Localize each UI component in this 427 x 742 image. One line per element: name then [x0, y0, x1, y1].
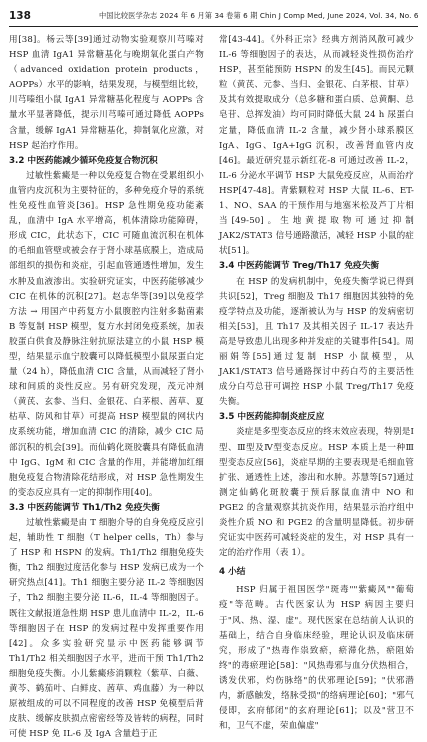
paragraph-th1-th2: 过敏性紫癜是由 T 细胞介导的自身免疫反应引起，辅助性 T 细胞（T helper cells，Th）参与了 HSP 和 HSPN 的发病。Th1/Th2 细胞免疫失衡，Th2 细胞过度活化参与 HSP 发病已成为一个研究热点[41]。Th1 细胞主要分泌 IL-2 等细胞因子，Th2 细胞主要分泌 IL-6，IL-4 等细胞因子。既往文献报道急性期 HSP 患儿血清中 IL-2，IL-6 等细胞因子在 HSP 的发病过程中发挥重要作用[42]。众多实验研究显示中医药能够调节 Th1/Th2 相关细胞因子水平，进而干预 Th1/Th2 细胞免疫失衡。小儿紫癜疹消颗粒（紫草、白薇、黄芩、鹤茄叶、白鲜皮、茜草、鸡血藤）为一种以原被组成的可以不同程度的改善 HSP 免模型后背皮肤、缓解皮肤损点密密经等及皆转的病程，同时可使 HSP 免 IL-6 及 IgA 含量趋于正: [9, 518, 204, 740]
right-column: [219, 33, 414, 732]
heading-3-3-th1-th2: 3.3 中医药能调节 Th1/Th2 免疫失衡: [9, 502, 160, 513]
heading-4-summary: 4 小结: [219, 567, 246, 578]
paragraph-immune-complex: 过敏性紫癜是一种以免疫复合物在受累组织小血管内皮沉积为主要特征的，多种免疫介导的系统性免疫性血管炎[36]。HSP 急性期免疫功能紊乱，血清中 IgA 水平增高，机体清除功能障碍，形成 CIC，此状态下，CIC 可随血流沉积在机体的毛细血管壁或被会存于肾小球基底膜上，造成局部组织的损伤和炎症，引起血管通透性增加，发生水肿及血液渗出。实验研究证实，中医药能够减少 CIC 在机体的沉积[27]。赵志华等[39]以免疫学方法 → 用国产中药复方小鼠腹腔内注射多黏菌素 B 等复制 HSP 模型，复方水封闭免疫系统，加表胶蛋白供食及静脉注射抗原法建立的小鼠 HSP 模型，结果显示血宁胶囊可以降低模型小鼠尿蛋白定量（24 h），降低血清 CIC 含量，从而减轻了肾小球和间质的炎性反应。另有研究发现，茂元冲剂（黄芪、玄参、当归、金银花、白茅根、茜草、夏枯草、防风和甘草）可提高 HSP 模型鼠的网状内皮系统功能，增加血清 CIC 的清除，减少 CIC 局部沉积的机会[39]。而仙鹤化斑胶囊具有降低血清中 IgG、IgM 和 CIC 含量的作用，并能增加红细胞免疫复合物清除花结形成，对 HSP 急性期发生的变态反应具有一定的抑制作用[40]。: [9, 170, 204, 498]
page-number: 138: [9, 10, 31, 22]
heading-3-5-inflammation: 3.5 中医药能抑制炎症反应: [219, 412, 325, 423]
paragraph-hspn-chuanxiong: 用[38]。杨云等[39]通过动物实验观察川芎嗪对 HSP 血清 IgA1 异常糖基化与晚期氧化蛋白产物（advanced oxidation protein products，AOPPs）水平的影响，结果发现，与模型组比较，川芎嗪组小鼠 IgA1 异常糖基化程度与 AOPPs 含量水平显著降低，提示川芎嗪可通过降低 AOPPs 含量，缓解 IgA1 异常糖基化，抑制氧化应激，对 HSP 起治疗作用。: [9, 35, 204, 151]
paragraph-inflammation: 炎症是多型变态反应的终末效应表现，特别是Ⅰ型、Ⅲ型及Ⅳ型变态反应。HSP 本质上是一种Ⅲ型变态反应[56]，炎症早期的主要表现是毛细血管扩张、通透性上述，渗出和水肿。苏慧等[57]通过测定仙鹤化斑胶囊于预后豚鼠血清中 NO 和 PGE2 的含量观察其抗炎作用，结果显示治疗组中炎性介质 NO 和 PGE2 的含量明显降低。初步研究证实中医药可减轻炎症的发生，对 HSP 具有一定的治疗作用（表 1）。: [219, 427, 414, 559]
journal-citation-line: 中国比较医学杂志 2024 年 6 月第 34 卷第 6 期 Chin J Comp Med, June 2024, Vol. 34, No. 6: [99, 11, 419, 20]
left-column: [9, 33, 204, 740]
heading-3-2-immune-complex: 3.2 中医药能减少循环免疫复合物沉积: [9, 155, 158, 166]
paragraph-cytokines: 常[43-44]。《外科正宗》经典方剂消风散可减少 IL-6 等细胞因子的表达，从而减轻炎性损伤治疗 HSP，甚至能预防 HSPN 的发生[45]。而民元颗粒（黄芪、元参、当归、金银花、白茅根、甘草）及其有效提取成分（总多糖和蛋白质、总黄酮、总皂苷、总挥发油）均可同时降低大鼠 24 h 尿蛋白定量，降低血清 IL-2 含量，减少肾小球系膜区 IgA、IgG、IgA+IgG 沉积，改善肾血管内皮[46]。最近研究显示新红花-8 可通过改善 IL-2，IL-6 分泌水平调节 HSP 大鼠免疫反应，从而治疗 HSP[47-48]。青紫颗粒对 HSP 大鼠 IL-6、ET-1、NO、SAA 的干预作用与地塞米松及芦丁片相当[49-50]。生地黄提取物可通过抑制 JAK2/STAT3 信号通路激活，减轻 HSP 小鼠的症状[51]。: [219, 35, 414, 257]
running-header: [9, 10, 418, 27]
heading-3-4-treg-th17: 3.4 中医药能调节 Treg/Th17 免疫失衡: [219, 261, 380, 272]
paragraph-summary: HSP 归属于祖国医学"斑毒""紫癜风""葡萄疫"等范畴。古代医家认为 HSP 病因主要归于"风、热、湿、虚"。现代医家在总结前人认识的基础上，结合自身临床经验，理论认识及临床研究，形成了"热毒作祟致瘀，瘀滞化热，瘀阻始终"的毒瘀理论[58]："风热毒邪与血分伏热相合，诱发伏邪，灼伤脉络"的伏邪理论[59]；"伏邪潜内，新感触发，络脉受损"的络病理论[60]；"邪气侵即，玄府郁闭"的玄府理论[61]；以及"营卫不和，卫气不虚，荣血偏虚": [219, 585, 414, 732]
paragraph-treg-th17: 在 HSP 的发病机制中，免疫失衡学说已得到共识[52]，Treg 细胞及 Th17 细胞因其独特的免疫学特点及功能，逐渐被认为与 HSP 的发病密切相关[53]，且 Th17 及其相关因子 IL-17 表达升高是导致患儿出现多种并发症的关键事件[54]。周丽娟等[55]通过复制 HSP 小鼠模型，从 JAK1/STAT3 信号通路探讨中药白芍的主要活性成分白芍总苷可调控 HSP 小鼠 Treg/Th17 免疫失衡。: [219, 276, 414, 408]
